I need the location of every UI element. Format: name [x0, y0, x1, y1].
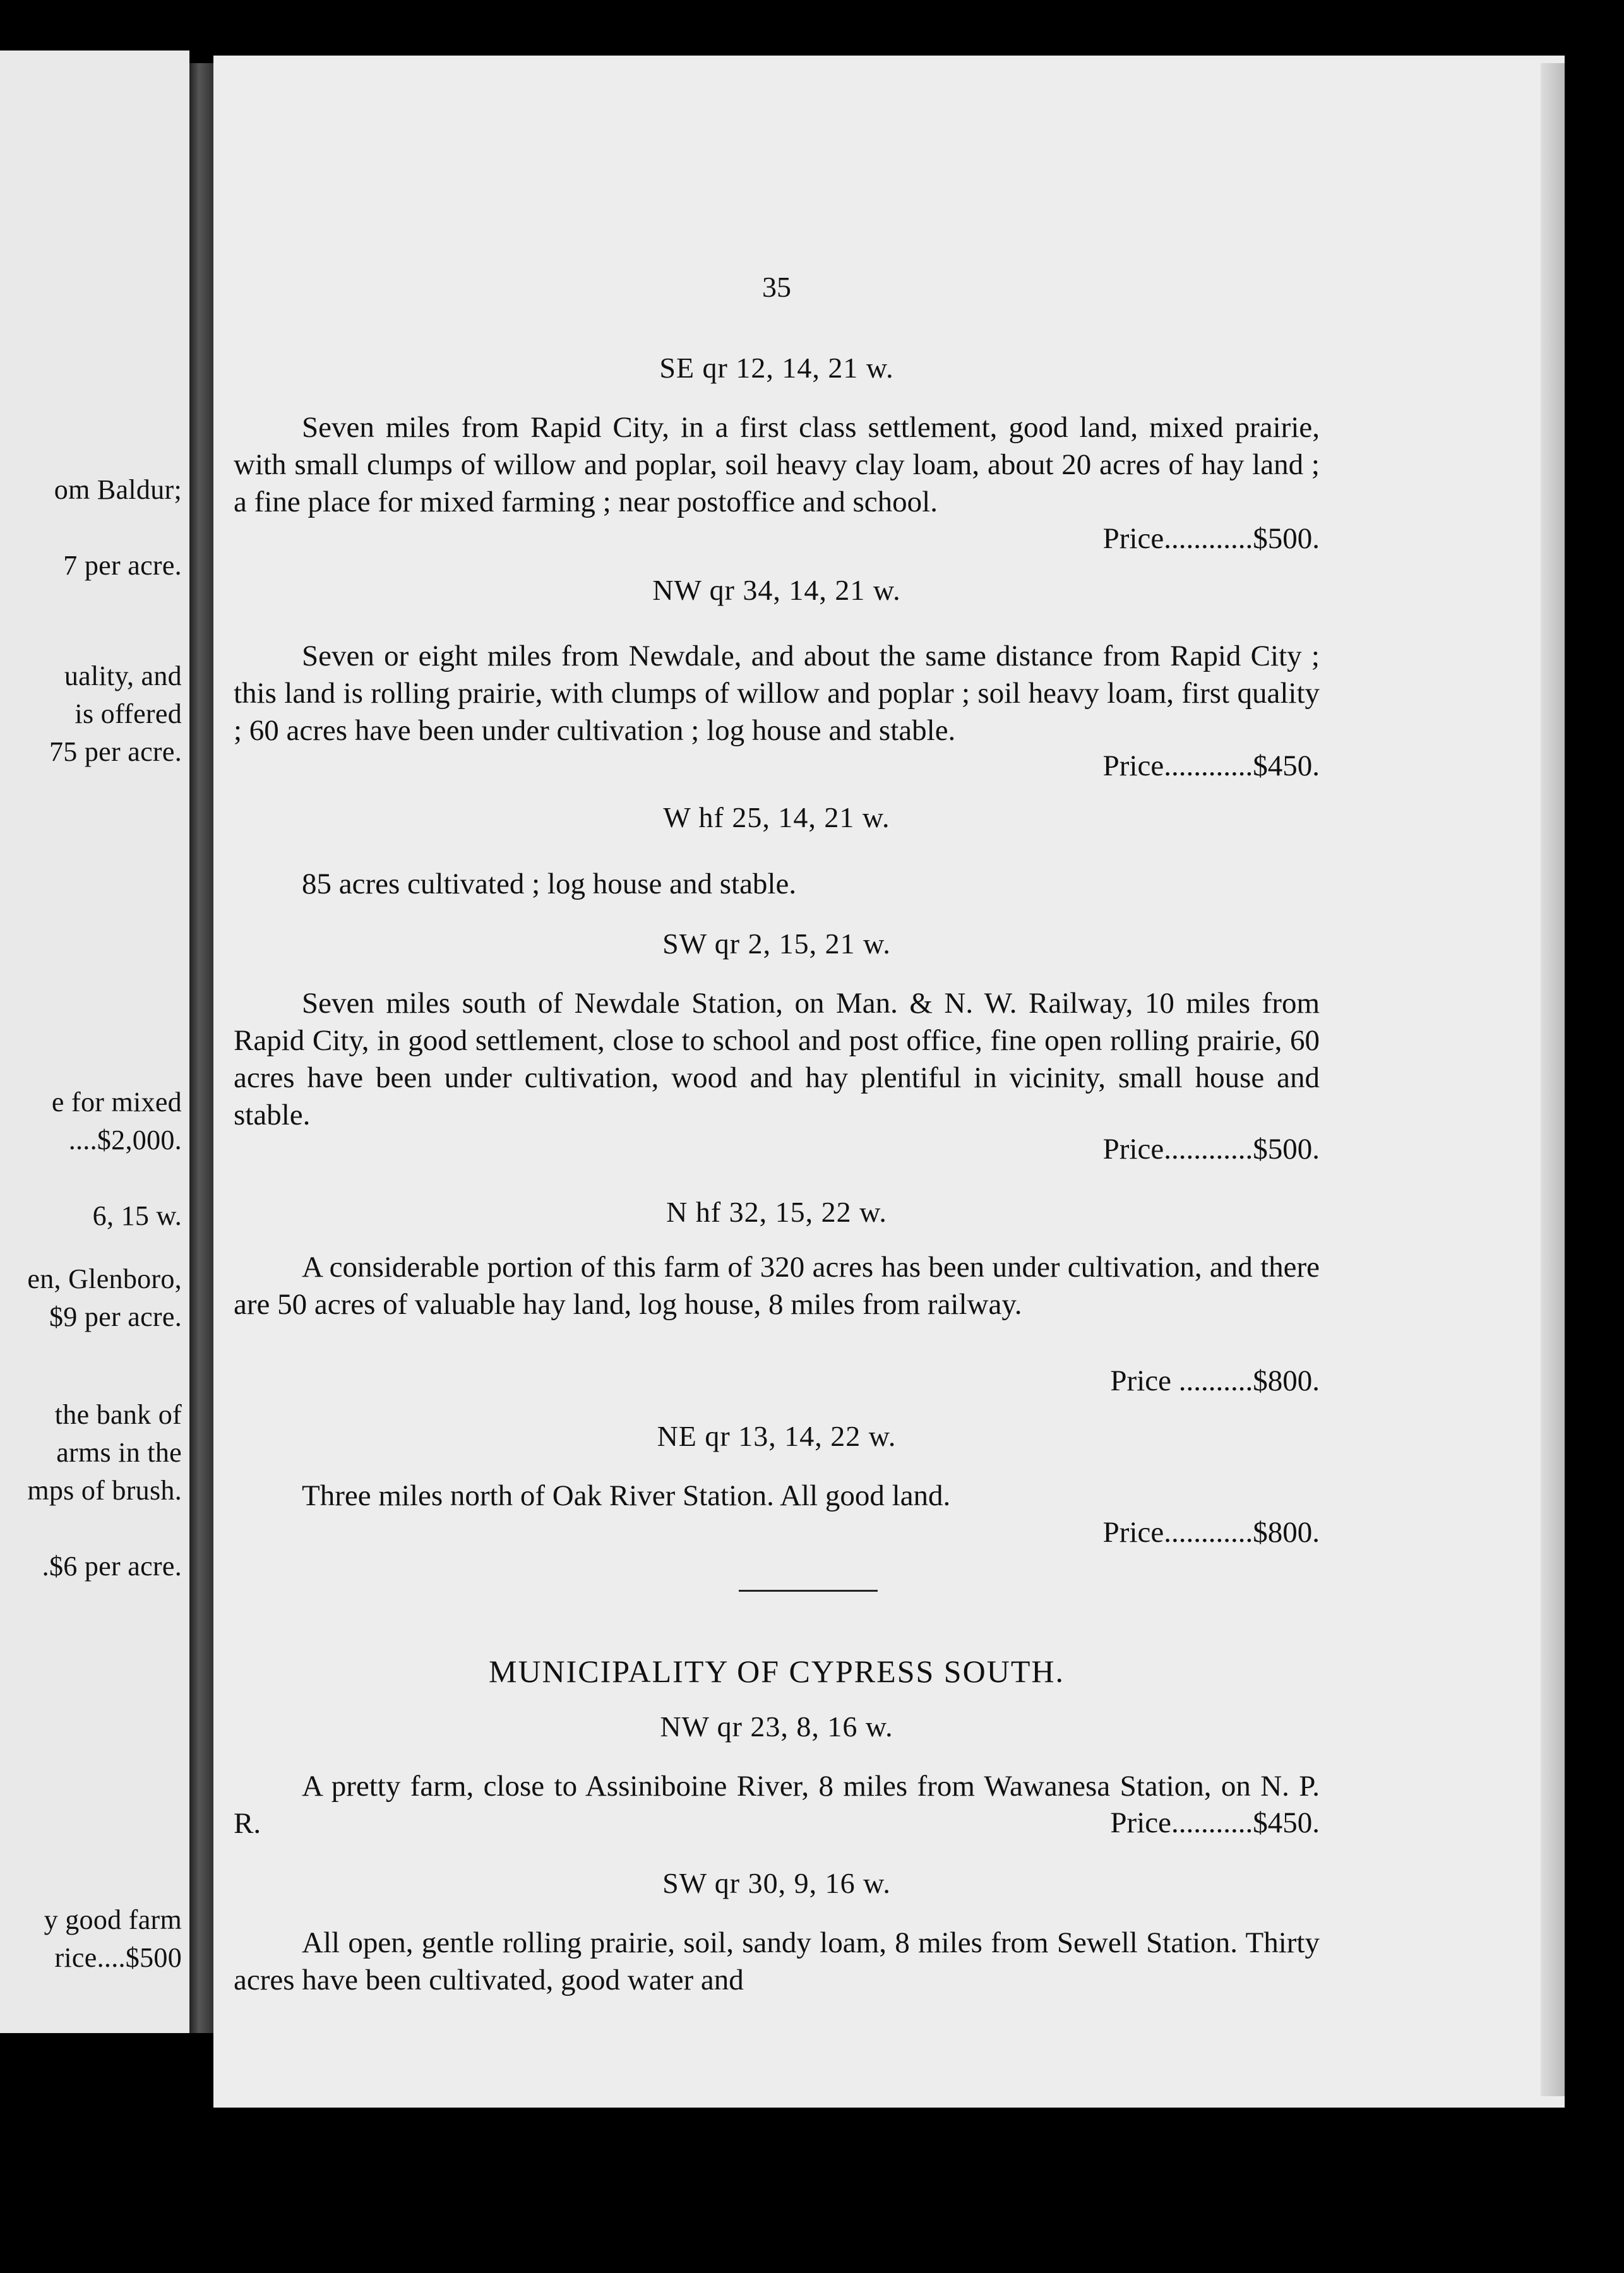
page-35 — [213, 56, 1565, 2108]
listing-text: Seven miles from Rapid City, in a first class settlement, good land, mixed prairie, with small clumps of willow and poplar, soil heavy clay loam, about 20 acres of hay land ; a fine place for mixed farming ; near postoffice and school. — [234, 411, 1320, 518]
facing-page-line: .$6 per acre. — [42, 1551, 182, 1582]
facing-page-line: 7 per acre. — [63, 550, 182, 581]
facing-page-line: rice....$500 — [54, 1942, 182, 1973]
listing-description — [234, 866, 1320, 903]
listing-heading: SE qr 12, 14, 21 w. — [659, 352, 894, 384]
facing-page-line: om Baldur; — [54, 474, 182, 505]
listing-heading: NW qr 23, 8, 16 w. — [660, 1710, 893, 1743]
listing-price: Price...........$450. — [1110, 1806, 1320, 1839]
listing-description — [234, 1924, 1320, 1999]
listing-text: Three miles north of Oak River Station. All good land. — [302, 1479, 951, 1512]
listing-text: All open, gentle rolling prairie, soil, sandy loam, 8 miles from Sewell Station. Thirty acres have been cultivated, good water and — [234, 1926, 1320, 1996]
listing-price: Price............$500. — [1102, 522, 1320, 555]
facing-page-line: the bank of — [54, 1399, 182, 1430]
listing-text: A considerable portion of this farm of 320 acres has been under cultivation, and there are 50 acres of valuable hay land, log house, 8 miles from railway. — [234, 1251, 1320, 1321]
facing-page-line: 6, 15 w. — [92, 1200, 182, 1231]
facing-page-line: e for mixed — [51, 1087, 182, 1118]
facing-page-line: is offered — [75, 698, 182, 729]
municipality-heading: MUNICIPALITY OF CYPRESS SOUTH. — [488, 1654, 1065, 1689]
listing-price: Price............$500. — [1102, 1133, 1320, 1166]
listing-text: A pretty farm, close to Assiniboine River, 8 miles from Wawanesa Station, on N. P. R. — [234, 1770, 1320, 1840]
facing-page-line: mps of brush. — [27, 1475, 182, 1506]
listing-description — [234, 1477, 1320, 1515]
listing-heading: NE qr 13, 14, 22 w. — [657, 1420, 897, 1452]
listing-price: Price ..........$800. — [1110, 1364, 1320, 1397]
listing-price: Price............$800. — [1102, 1516, 1320, 1549]
listing-description — [234, 985, 1320, 1134]
listing-heading: NW qr 34, 14, 21 w. — [652, 574, 901, 606]
facing-page-line: uality, and — [64, 660, 182, 691]
listing-description — [234, 1249, 1320, 1323]
facing-page-line: ....$2,000. — [68, 1125, 182, 1155]
book-gutter — [189, 63, 213, 2033]
listing-text: Seven or eight miles from Newdale, and about the same distance from Rapid City ; this land is rolling prairie, with clumps of willow and poplar ; soil heavy loam, first quality ; 60 acres have been under cultivation ; log house and stable. — [234, 640, 1320, 747]
section-divider — [739, 1590, 878, 1592]
listing-heading: N hf 32, 15, 22 w. — [666, 1196, 887, 1228]
page-number: 35 — [762, 271, 791, 303]
facing-page — [0, 51, 189, 2033]
listing-description — [234, 638, 1320, 749]
facing-page-line: en, Glenboro, — [27, 1263, 182, 1294]
listing-heading: W hf 25, 14, 21 w. — [663, 801, 890, 833]
listing-heading: SW qr 30, 9, 16 w. — [662, 1867, 891, 1899]
listing-text: 85 acres cultivated ; log house and stable. — [302, 868, 797, 900]
facing-page-line: y good farm — [44, 1904, 182, 1935]
listing-text: Seven miles south of Newdale Station, on Man. & N. W. Railway, 10 miles from Rapid City, in good settlement, close to school and post office, fine open rolling prairie, 60 acres have been under cultivation, wood and hay plentiful in vicinity, small house and stable. — [234, 987, 1320, 1131]
listing-heading: SW qr 2, 15, 21 w. — [662, 928, 891, 960]
facing-page-line: $9 per acre. — [49, 1301, 182, 1332]
facing-page-line: 75 per acre. — [49, 736, 182, 767]
listing-price: Price............$450. — [1102, 749, 1320, 782]
page-edge — [1541, 63, 1565, 2096]
facing-page-line: arms in the — [56, 1437, 182, 1468]
listing-description — [234, 409, 1320, 521]
